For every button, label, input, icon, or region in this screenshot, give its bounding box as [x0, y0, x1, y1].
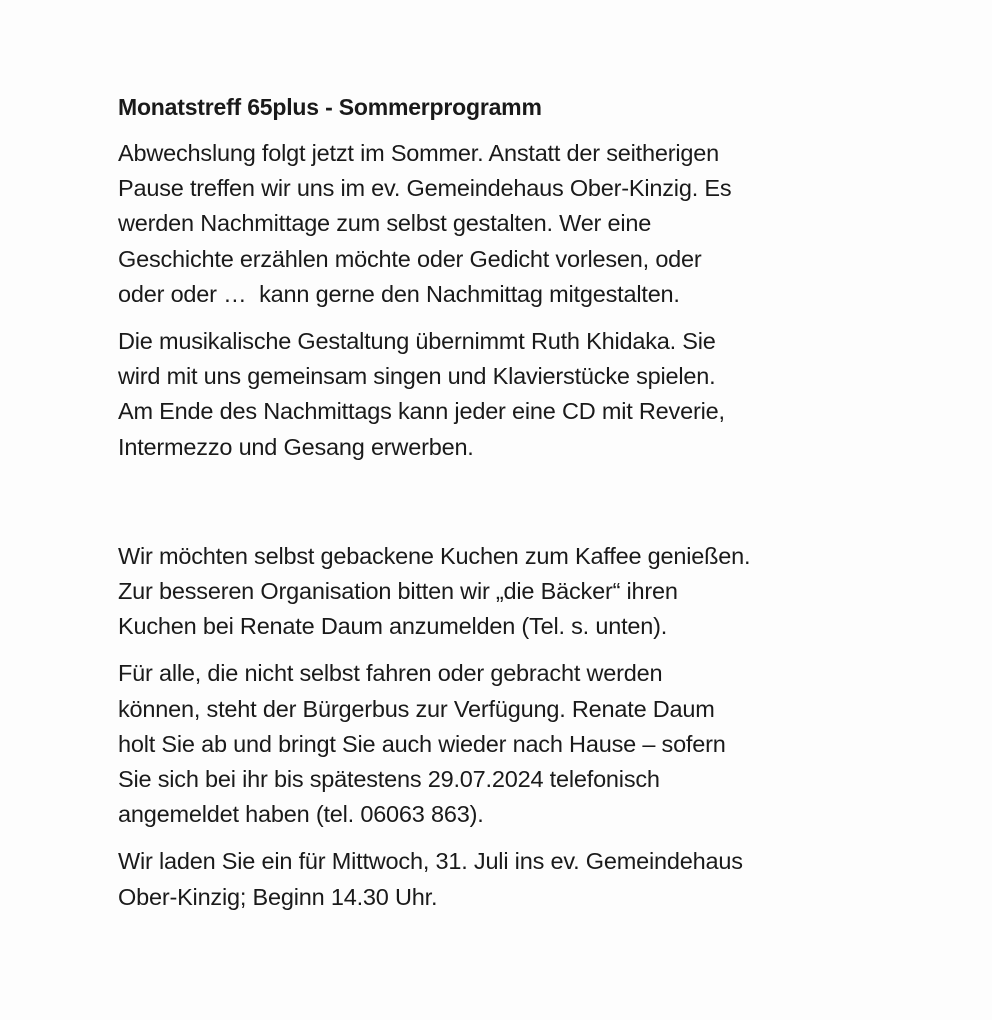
paragraph-line: Kuchen bei Renate Daum anzumelden (Tel. s. unten). [118, 613, 668, 640]
document [118, 90, 918, 927]
paragraph-line: wird mit uns gemeinsam singen und Klavierstücke spielen. [118, 363, 716, 390]
paragraph-music [118, 324, 918, 465]
paragraph-line: oder oder … kann gerne den Nachmittag mitgestalten. [118, 280, 680, 307]
paragraph-intro [118, 136, 918, 312]
paragraph-line: Wir möchten selbst gebackene Kuchen zum Kaffee genießen. [118, 542, 751, 569]
paragraph-line: Zur besseren Organisation bitten wir „die Bäcker“ ihren [118, 578, 678, 605]
paragraph-line: werden Nachmittage zum selbst gestalten. Wer eine [118, 210, 652, 237]
paragraph-line: Ober-Kinzig; Beginn 14.30 Uhr. [118, 883, 438, 910]
paragraph-cake [118, 539, 918, 645]
paragraph-transport [118, 656, 918, 832]
paragraph-line: Abwechslung folgt jetzt im Sommer. Anstatt der seitherigen [118, 140, 720, 166]
paragraph-line: Für alle, die nicht selbst fahren oder gebracht werden [118, 660, 663, 687]
paragraph-line: angemeldet haben (tel. 06063 863). [118, 801, 484, 828]
paragraph-line: Am Ende des Nachmittags kann jeder eine CD mit Reverie, [118, 398, 725, 425]
paragraph-line: holt Sie ab und bringt Sie auch wieder nach Hause – sofern [118, 730, 726, 757]
paragraph-line: Sie sich bei ihr bis spätestens 29.07.2024 telefonisch [118, 766, 660, 793]
paragraph-line: Pause treffen wir uns im ev. Gemeindehaus Ober-Kinzig. Es [118, 175, 732, 202]
blank-space [118, 477, 918, 539]
document-title: Monatstreff 65plus - Sommerprogramm [118, 94, 542, 120]
paragraph-line: Intermezzo und Gesang erwerben. [118, 433, 474, 460]
paragraph-invitation [118, 844, 918, 914]
paragraph-line: können, steht der Bürgerbus zur Verfügung. Renate Daum [118, 695, 715, 722]
paragraph-line: Wir laden Sie ein für Mittwoch, 31. Juli ins ev. Gemeindehaus [118, 848, 743, 875]
paragraph-line: Geschichte erzählen möchte oder Gedicht vorlesen, oder [118, 245, 702, 272]
paragraph-line: Die musikalische Gestaltung übernimmt Ruth Khidaka. Sie [118, 328, 716, 355]
